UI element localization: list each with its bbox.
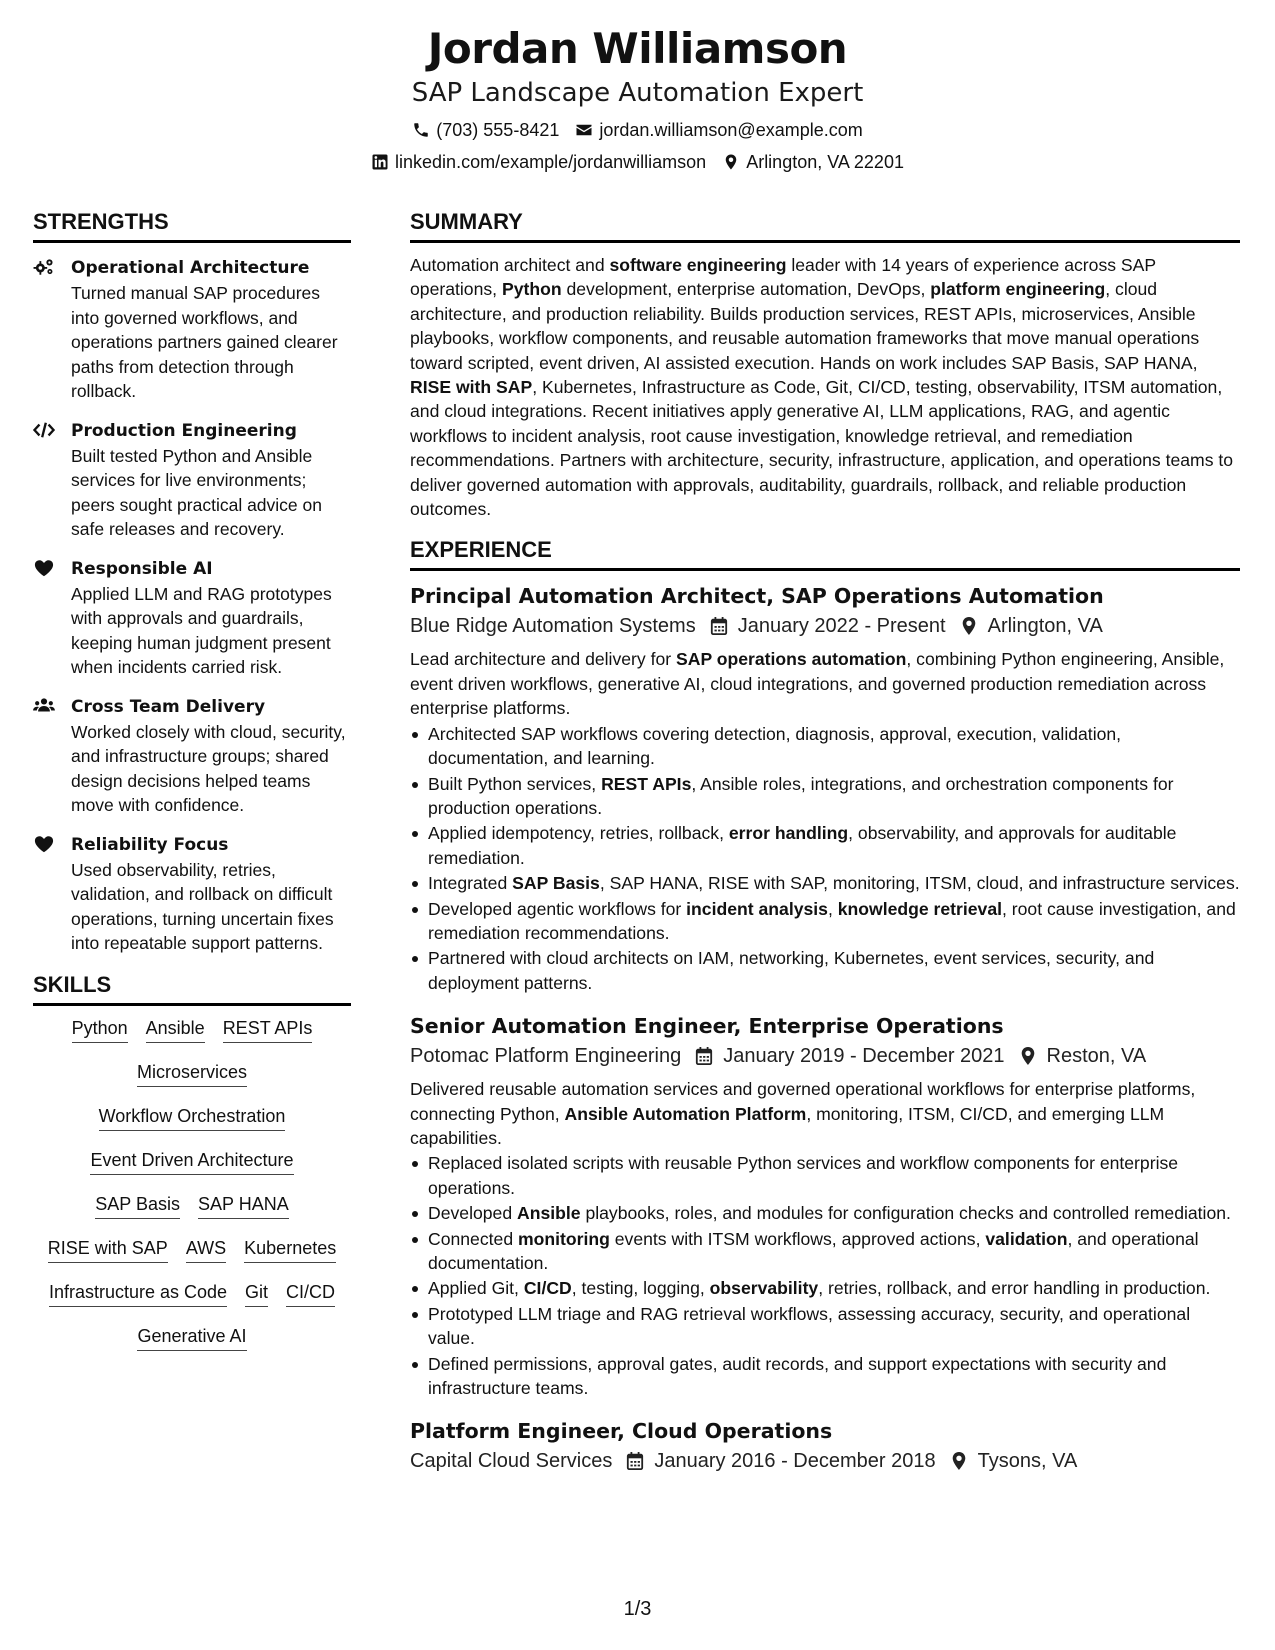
text-run: , retries, rollback, and error handling in production. <box>818 1278 1211 1299</box>
code-icon <box>33 418 57 542</box>
contact-row-1 <box>0 118 1275 142</box>
strength-description: Used observability, retries, validation, and rollback on difficult operations, turning uncertain fixes into repeatable support patterns. <box>71 859 334 953</box>
skill-tag-generative-ai: Generative AI <box>137 1324 246 1351</box>
skill-tag-git: Git <box>245 1280 268 1307</box>
heart-icon <box>33 832 57 956</box>
text-run: Developed agentic workflows for <box>428 898 687 919</box>
text-run: Lead architecture and delivery for <box>410 649 677 670</box>
email-text[interactable]: jordan.williamson@example.com <box>599 120 863 140</box>
map-pin-icon <box>950 1451 968 1471</box>
calendar-icon <box>626 1451 644 1471</box>
job-bullet <box>410 1151 1240 1200</box>
job-bullet <box>410 1352 1240 1401</box>
text-run: Defined permissions, approval gates, audit records, and support expectations with security and infrastructure teams. <box>428 1353 1167 1399</box>
strength-description: Worked closely with cloud, security, and infrastructure groups; shared design decisions helped teams move with confidence. <box>71 721 346 815</box>
bold-text: platform engineering <box>930 279 1106 300</box>
bold-text: incident analysis <box>686 898 828 919</box>
heart-icon <box>33 556 57 680</box>
job-meta <box>410 1446 1240 1476</box>
skill-tag-workflow-orchestration: Workflow Orchestration <box>99 1104 286 1131</box>
text-run: development, enterprise automation, DevOps, <box>561 279 931 300</box>
skill-row <box>33 1324 351 1351</box>
bold-text: monitoring <box>518 1228 610 1249</box>
resume-header <box>0 22 1275 174</box>
job-location <box>950 1446 1078 1476</box>
phone-icon <box>412 121 430 139</box>
text-run: Applied idempotency, retries, rollback, <box>428 823 729 844</box>
linkedin-contact[interactable] <box>371 150 706 174</box>
strength-body <box>71 556 351 680</box>
text-run: , SAP HANA, RISE with SAP, monitoring, ITSM, cloud, and infrastructure services. <box>599 873 1240 894</box>
linkedin-text[interactable]: linkedin.com/example/jordanwilliamson <box>395 152 707 172</box>
job-dates-text: January 2022 - Present <box>737 615 946 638</box>
company-name: Blue Ridge Automation Systems <box>410 615 696 638</box>
strength-title: Operational Architecture <box>71 258 310 278</box>
company-name: Capital Cloud Services <box>410 1450 613 1473</box>
job-title: Principal Automation Architect, SAP Operations Automation <box>410 584 1104 609</box>
text-run: , testing, logging, <box>571 1278 710 1299</box>
strength-title: Responsible AI <box>71 558 213 579</box>
job-bullet <box>410 1227 1240 1276</box>
skill-row <box>33 1280 351 1307</box>
envelope-icon <box>575 121 593 139</box>
job-bullet <box>410 897 1240 946</box>
skill-tag-event-driven-architecture: Event Driven Architecture <box>90 1148 293 1175</box>
job-dates-text: January 2019 - December 2021 <box>723 1045 1005 1068</box>
job-description <box>410 647 1240 720</box>
summary-text <box>410 253 1240 521</box>
calendar-icon <box>695 1046 713 1066</box>
candidate-title: SAP Landscape Automation Expert <box>411 78 864 108</box>
location-contact <box>722 150 904 174</box>
text-run: Developed <box>428 1203 518 1224</box>
skill-tag-microservices: Microservices <box>137 1060 247 1087</box>
job-entry <box>410 581 1240 995</box>
text-run: Integrated <box>428 873 513 894</box>
job-bullet <box>410 1201 1240 1225</box>
map-pin-icon <box>722 153 740 171</box>
text-run: , Kubernetes, Infrastructure as Code, Git, CI/CD, testing, observability, ITSM automation, and cloud integrations. Recent initiatives apply generative AI, LLM applications, RAG, and agentic workflows to incident analysis, root cause investigation, knowledge retrieval, and remediation recommendations. Partners with architecture, security, infrastructure, application, and operations teams to deliver governed automation with approvals, auditability, guardrails, rollback, and reliable production outcomes. <box>410 377 1234 520</box>
job-bullet <box>410 871 1240 895</box>
job-meta <box>410 1041 1240 1071</box>
text-run: leader with 14 years of experience across SAP operations, <box>410 255 1156 300</box>
text-run: , cloud architecture, and production reliability. Builds production services, REST APIs, microservices, Ansible playbooks, workflow components, and reusable automation frameworks that move manual operations toward scripted, event driven, AI assisted execution. Hands on work includes SAP Basis, SAP HANA, <box>410 279 1200 373</box>
job-bullet <box>410 772 1240 821</box>
skills-list <box>33 1016 351 1368</box>
bold-text: SAP operations automation <box>676 649 907 670</box>
bold-text: Ansible Automation Platform <box>564 1103 807 1124</box>
skill-row <box>33 1104 351 1131</box>
job-title: Platform Engineer, Cloud Operations <box>410 1419 833 1444</box>
strength-title: Cross Team Delivery <box>71 696 266 717</box>
bold-text: Ansible <box>517 1203 581 1224</box>
skill-tag-kubernetes: Kubernetes <box>244 1236 336 1263</box>
job-description <box>410 1077 1240 1150</box>
skill-row <box>33 1236 351 1263</box>
email-contact[interactable] <box>575 118 862 142</box>
users-icon <box>33 694 57 818</box>
job-title: Senior Automation Engineer, Enterprise Operations <box>410 1014 1004 1039</box>
strength-body <box>71 832 351 956</box>
text-run: Connected <box>428 1228 518 1249</box>
text-run: events with ITSM workflows, approved actions, <box>609 1228 986 1249</box>
text-run: Delivered reusable automation services and governed operational workflows for enterprise platforms, connecting Python, <box>410 1079 1196 1124</box>
skill-tag-python: Python <box>72 1016 128 1043</box>
text-run: , monitoring, ITSM, CI/CD, and emerging LLM capabilities. <box>410 1103 1165 1148</box>
job-entry <box>410 1011 1240 1400</box>
job-location-text: Arlington, VA <box>987 615 1103 638</box>
job-bullet <box>410 1276 1240 1300</box>
job-meta <box>410 611 1240 641</box>
left-column <box>33 207 351 1368</box>
strength-body <box>71 255 351 404</box>
skill-tag-sap-basis: SAP Basis <box>95 1192 180 1219</box>
strength-item-responsible-ai <box>33 556 351 680</box>
job-bullets <box>410 722 1240 995</box>
text-run: Architected SAP workflows covering detection, diagnosis, approval, execution, validation, documentation, and learning. <box>428 723 1122 769</box>
strengths-heading: STRENGTHS <box>33 207 351 243</box>
text-run: Built Python services, <box>428 773 602 794</box>
job-bullet <box>410 821 1240 870</box>
text-run: Automation architect and <box>410 255 610 275</box>
skill-tag-rise-with-sap: RISE with SAP <box>48 1236 168 1263</box>
text-run: , <box>827 898 838 919</box>
bold-text: software engineering <box>609 255 787 275</box>
job-bullets <box>410 1151 1240 1400</box>
skills-heading: SKILLS <box>33 970 351 1006</box>
phone-contact <box>412 118 559 142</box>
experience-list <box>410 581 1240 1476</box>
bold-text: RISE with SAP <box>410 377 533 398</box>
text-run: , root cause investigation, and remediation recommendations. <box>428 898 1236 943</box>
strength-body <box>71 694 351 818</box>
text-run: Prototyped LLM triage and RAG retrieval workflows, assessing accuracy, security, and operational value. <box>428 1303 1191 1349</box>
job-dates <box>695 1041 1004 1071</box>
bold-text: observability <box>709 1278 819 1299</box>
skill-tag-ci-cd: CI/CD <box>286 1280 335 1307</box>
skill-tag-infrastructure-as-code: Infrastructure as Code <box>49 1280 227 1307</box>
bold-text: validation <box>985 1228 1068 1249</box>
skill-tag-rest-apis: REST APIs <box>223 1016 313 1043</box>
linkedin-icon <box>371 153 389 171</box>
job-location-text: Tysons, VA <box>977 1450 1078 1473</box>
job-dates-text: January 2016 - December 2018 <box>654 1450 936 1473</box>
job-bullet <box>410 946 1240 995</box>
text-run: playbooks, roles, and modules for configuration checks and controlled remediation. <box>580 1203 1231 1224</box>
job-bullet <box>410 1302 1240 1351</box>
contact-row-2 <box>0 150 1275 174</box>
job-entry <box>410 1416 1240 1476</box>
strength-item-cross-team-delivery <box>33 694 351 818</box>
job-dates <box>626 1446 935 1476</box>
strength-description: Turned manual SAP procedures into governed workflows, and operations partners gained clearer paths from detection through rollback. <box>71 283 338 401</box>
right-column <box>410 207 1240 1482</box>
strength-title: Reliability Focus <box>71 834 229 855</box>
map-pin-icon <box>960 616 978 636</box>
bold-text: REST APIs <box>601 773 692 794</box>
text-run: Partnered with cloud architects on IAM, networking, Kubernetes, event services, security, and deployment patterns. <box>428 948 1155 993</box>
map-pin-icon <box>1019 1046 1037 1066</box>
job-location-text: Reston, VA <box>1046 1045 1147 1068</box>
skill-tag-ansible: Ansible <box>146 1016 205 1043</box>
strength-item-production-engineering <box>33 418 351 542</box>
job-bullet <box>410 722 1240 771</box>
skill-tag-sap-hana: SAP HANA <box>198 1192 289 1219</box>
text-run: , combining Python engineering, Ansible, event driven workflows, generative AI, cloud integrations, and governed production remediation across enterprise platforms. <box>410 649 1225 719</box>
skill-row <box>33 1192 351 1219</box>
skill-tag-aws: AWS <box>186 1236 226 1263</box>
text-run: Replaced isolated scripts with reusable Python services and workflow components for enterprise operations. <box>428 1153 1179 1198</box>
company-name: Potomac Platform Engineering <box>410 1045 682 1068</box>
strength-item-reliability-focus <box>33 832 351 956</box>
summary-heading: SUMMARY <box>410 207 1240 243</box>
experience-heading: EXPERIENCE <box>410 535 1240 571</box>
bold-text: error handling <box>728 823 849 844</box>
text-run: Applied Git, <box>428 1278 524 1299</box>
location-text: Arlington, VA 22201 <box>746 152 904 172</box>
candidate-name: Jordan Williamson <box>427 24 848 73</box>
bold-text: Python <box>501 279 562 300</box>
page-number: 1/3 <box>623 1598 652 1620</box>
skill-row <box>33 1060 351 1087</box>
skill-row <box>33 1148 351 1175</box>
strength-description: Applied LLM and RAG prototypes with approvals and guardrails, keeping human judgment present when incidents carried risk. <box>71 583 332 677</box>
skill-row <box>33 1016 351 1043</box>
bold-text: CI/CD <box>523 1278 572 1299</box>
strength-body <box>71 418 351 542</box>
text-run: , Ansible roles, integrations, and orchestration components for production operations. <box>428 773 1174 818</box>
gears-icon <box>33 255 57 404</box>
text-run: , and operational documentation. <box>428 1228 1199 1273</box>
calendar-icon <box>710 616 728 636</box>
job-dates <box>710 611 946 641</box>
strengths-list <box>33 253 351 956</box>
bold-text: SAP Basis <box>512 873 600 894</box>
text-run: , observability, and approvals for auditable remediation. <box>428 823 1177 868</box>
phone-text: (703) 555-8421 <box>436 120 560 140</box>
job-location <box>960 611 1103 641</box>
bold-text: knowledge retrieval <box>837 898 1003 919</box>
strength-item-operational-architecture <box>33 255 351 404</box>
job-location <box>1019 1041 1147 1071</box>
strength-title: Production Engineering <box>71 420 297 441</box>
strength-description: Built tested Python and Ansible services for live environments; peers sought practical advice on safe releases and recovery. <box>71 445 322 539</box>
